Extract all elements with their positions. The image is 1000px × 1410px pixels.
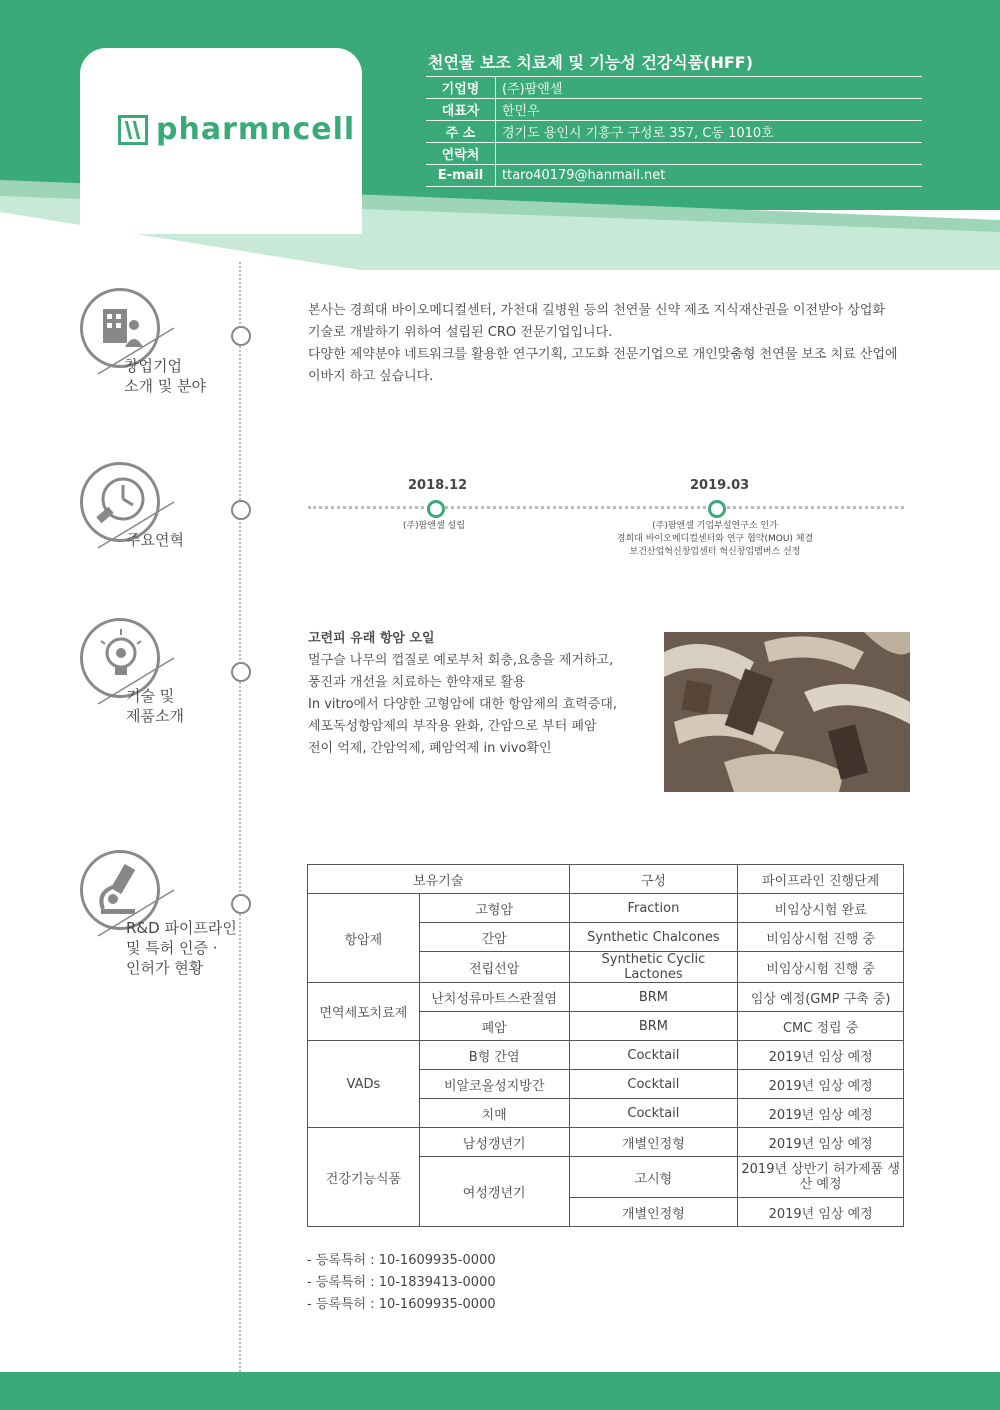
- section-label-line: 및 특허 인증 ·: [126, 939, 218, 957]
- table-cell: Synthetic Cyclic Lactones: [569, 952, 738, 983]
- table-cell: 비알코올성지방간: [419, 1070, 569, 1099]
- event-marker: [708, 500, 726, 518]
- table-header-row: [308, 865, 904, 894]
- event-line: 보건산업혁신창업센터 혁신창업멤버스 선정: [629, 547, 801, 557]
- group-cell: 항암제: [308, 894, 420, 983]
- table-cell: Synthetic Chalcones: [569, 923, 738, 952]
- tech-description: [308, 628, 648, 760]
- table-cell: 남성갱년기: [419, 1128, 569, 1157]
- table-row: [308, 1041, 904, 1070]
- table-row: [308, 983, 904, 1012]
- intro-line: 이바지 하고 싶습니다.: [308, 369, 434, 384]
- table-cell: 여성갱년기: [419, 1157, 569, 1227]
- logo-text: pharmncell: [156, 112, 356, 147]
- table-cell: Fraction: [569, 894, 738, 923]
- section-label-line: 기술 및: [126, 687, 175, 705]
- patent-item: - 등록특허 : 10-1609935-0000: [307, 1253, 496, 1268]
- event-marker: [427, 500, 445, 518]
- table-cell: B형 간염: [419, 1041, 569, 1070]
- timeline-node: [231, 662, 251, 682]
- timeline-node: [231, 500, 251, 520]
- tech-line: In vitro에서 다양한 고형암에 대한 항암제의 효력증대,: [308, 697, 618, 712]
- table-cell: 고형암: [419, 894, 569, 923]
- timeline-node: [231, 894, 251, 914]
- history-timeline: [308, 506, 904, 509]
- section-label-line: 소개 및 분야: [124, 377, 206, 395]
- patent-item: - 등록특허 : 10-1609935-0000: [307, 1297, 496, 1312]
- header-title: 천연물 보조 치료제 및 기능성 건강식품(HFF): [428, 53, 754, 72]
- table-cell: BRM: [569, 1012, 738, 1041]
- section-label-intro: [124, 356, 206, 396]
- table-cell: 2019년 임상 예정: [738, 1198, 904, 1227]
- info-key: E-mail: [426, 165, 496, 187]
- info-row-address: [426, 121, 922, 143]
- info-key: 주 소: [426, 121, 496, 143]
- event-line: (주)팜앤셀 설립: [402, 521, 466, 531]
- table-header: 구성: [569, 865, 738, 894]
- info-row-email: [426, 165, 922, 187]
- table-cell: 전립선암: [419, 952, 569, 983]
- info-value: (주)팜앤셀: [496, 77, 923, 99]
- table-cell: 고시형: [569, 1157, 738, 1198]
- timeline-node: [231, 326, 251, 346]
- event-description: [595, 520, 835, 559]
- intro-line: 본사는 경희대 바이오메디컬센터, 가천대 길병원 등의 천연물 신약 제조 지식재산권을 이전받아 상업화: [308, 303, 886, 318]
- table-cell: 간암: [419, 923, 569, 952]
- table-cell: 2019년 임상 예정: [738, 1128, 904, 1157]
- tech-title: 고련피 유래 항암 오일: [308, 631, 435, 646]
- company-info-table: [426, 76, 922, 187]
- table-cell: 2019년 상반기 허가제품 생산 예정: [738, 1157, 904, 1198]
- footer-bar: [0, 1372, 1000, 1410]
- info-value: 경기도 용인시 기흥구 구성로 357, C동 1010호: [496, 121, 923, 143]
- intro-text: [308, 300, 928, 388]
- event-line: 경희대 바이오메디컬센터와 연구 협약(MOU) 체결: [616, 534, 814, 544]
- pipeline-table: [307, 864, 904, 1227]
- table-cell: 개별인정형: [569, 1198, 738, 1227]
- info-value: [496, 143, 923, 165]
- info-value[interactable]: ttaro40179@hanmail.net: [496, 165, 923, 187]
- info-key: 연락처: [426, 143, 496, 165]
- table-cell: 난치성류마트스관절염: [419, 983, 569, 1012]
- table-cell: 폐암: [419, 1012, 569, 1041]
- group-cell: VADs: [308, 1041, 420, 1128]
- info-key: 대표자: [426, 99, 496, 121]
- table-cell: CMC 정립 중: [738, 1012, 904, 1041]
- section-label-line: 인허가 현황: [126, 959, 204, 977]
- company-logo: [118, 112, 355, 147]
- event-date: 2019.03: [690, 478, 750, 493]
- table-cell: Cocktail: [569, 1070, 738, 1099]
- table-cell: 비임상시험 진행 중: [738, 952, 904, 983]
- info-key: 기업명: [426, 77, 496, 99]
- section-label-history: 주요연혁: [126, 531, 184, 549]
- bark-photo: [664, 632, 910, 792]
- tech-line: 세포독성항암제의 부작용 완화, 간암으로 부터 폐암: [308, 719, 597, 734]
- table-header: 보유기술: [308, 865, 570, 894]
- section-label-rnd: [126, 918, 237, 978]
- info-value: 한민우: [496, 99, 923, 121]
- section-label-line: 제품소개: [126, 707, 184, 725]
- table-cell: Cocktail: [569, 1099, 738, 1128]
- intro-line: 기술로 개발하기 위하여 설립된 CRO 전문기업입니다.: [308, 325, 613, 340]
- intro-line: 다양한 제약분야 네트워크를 활용한 연구기획, 고도화 전문기업으로 개인맞춤형 천연물 보조 치료 산업에: [308, 347, 898, 362]
- tech-line: 전이 억제, 간암억제, 폐암억제 in vivo확인: [308, 741, 552, 756]
- table-cell: 개별인정형: [569, 1128, 738, 1157]
- patent-item: - 등록특허 : 10-1839413-0000: [307, 1275, 496, 1290]
- info-row-company: [426, 77, 922, 99]
- section-divider-line: [239, 262, 241, 1372]
- table-row: [308, 1128, 904, 1157]
- event-date: 2018.12: [408, 478, 468, 493]
- table-cell: Cocktail: [569, 1041, 738, 1070]
- tech-line: 멀구슬 나무의 껍질로 예로부처 회충,요충을 제거하고,: [308, 653, 614, 668]
- patent-list: [307, 1250, 496, 1316]
- table-cell: 치매: [419, 1099, 569, 1128]
- event-line: (주)팜앤셀 기업부설연구소 인가: [652, 521, 778, 531]
- table-row: [308, 894, 904, 923]
- section-label-line: 창업기업: [124, 357, 182, 375]
- logo-mark-icon: [118, 115, 148, 145]
- event-description: [334, 520, 534, 533]
- table-cell: 2019년 임상 예정: [738, 1099, 904, 1128]
- table-cell: 2019년 임상 예정: [738, 1070, 904, 1099]
- table-cell: BRM: [569, 983, 738, 1012]
- table-cell: 비임상시험 완료: [738, 894, 904, 923]
- table-cell: 비임상시험 진행 중: [738, 923, 904, 952]
- section-label-tech: [126, 686, 184, 726]
- tech-line: 풍진과 개선을 치료하는 한약재로 활용: [308, 675, 526, 690]
- table-cell: 임상 예정(GMP 구축 중): [738, 983, 904, 1012]
- table-cell: 2019년 임상 예정: [738, 1041, 904, 1070]
- section-label-line: R&D 파이프라인: [126, 919, 237, 937]
- group-cell: 건강기능식품: [308, 1128, 420, 1227]
- table-header: 파이프라인 진행단계: [738, 865, 904, 894]
- info-row-contact: [426, 143, 922, 165]
- group-cell: 면역세포치료제: [308, 983, 420, 1041]
- info-row-ceo: [426, 99, 922, 121]
